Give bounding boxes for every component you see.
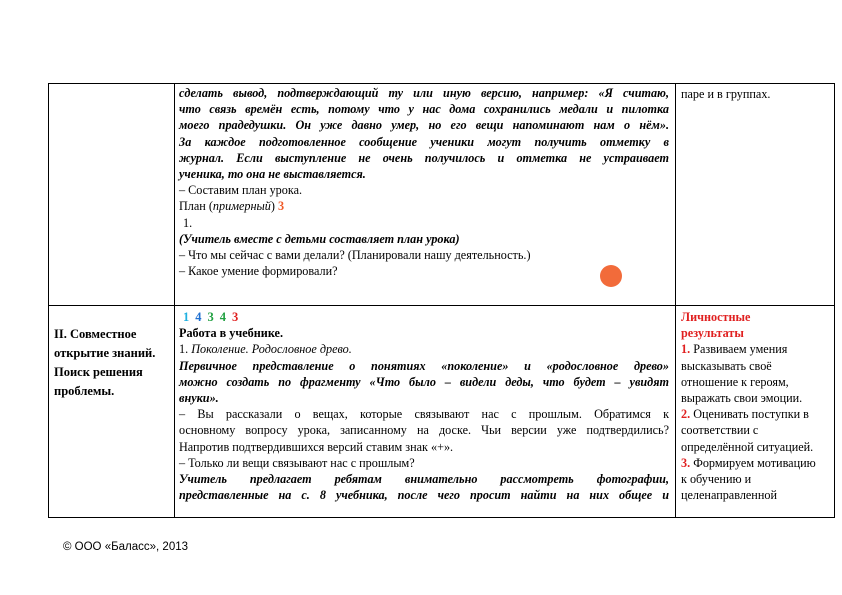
- result-num: 3.: [681, 455, 691, 470]
- body-line: основному вопросу урока, записанному на доске. Чьи версии уже подтвердились?: [179, 423, 669, 438]
- result-line: определённой ситуацией.: [681, 439, 814, 454]
- stage-label-line: Поиск решения: [54, 365, 143, 379]
- teacher-line: представленные на с. 8 учебника, после чего просит найти на них общее и: [179, 488, 669, 503]
- italic-line: внуки».: [179, 391, 219, 406]
- plan-number: 3: [278, 199, 285, 214]
- orange-circle-marker: [600, 265, 622, 287]
- step-number: 1: [183, 310, 190, 324]
- row1-line: моего прадедушки. Он уже давно умер, но его вещи напоминают нам о нём».: [179, 118, 669, 133]
- step-number: 3: [207, 310, 214, 324]
- result-num: 2.: [681, 407, 691, 422]
- row2-right-cell: [681, 309, 831, 503]
- step-number: 4: [219, 310, 226, 324]
- result-item: [681, 406, 831, 422]
- step-number: 3: [232, 310, 239, 324]
- italic-paragraph: [179, 358, 669, 407]
- italic-line: Первичное представление о понятиях «поколение» и «родословное древо»: [179, 358, 669, 373]
- teacher-note: (Учитель вместе с детьми составляет план урока): [179, 231, 460, 246]
- result-text: Оценивать поступки в: [690, 407, 809, 422]
- body-paragraph: [179, 406, 669, 455]
- col-border-1: [174, 83, 175, 518]
- col-border-2: [675, 83, 676, 518]
- result-item: [681, 341, 831, 357]
- table-bottom-border: [48, 517, 835, 518]
- row1-italic-block: [179, 85, 669, 182]
- body-line: – Вы рассказали о вещах, которые связывают нас с прошлым. Обратимся к: [179, 407, 669, 422]
- row1-right-text: паре и в группах.: [681, 87, 771, 101]
- section-heading: Работа в учебнике.: [179, 326, 283, 341]
- row1-right-cell: [681, 86, 831, 102]
- result-line: выражать свои эмоции.: [681, 391, 803, 406]
- col-border-right: [834, 83, 835, 518]
- results-title: Личностные: [681, 310, 751, 324]
- row2-middle-cell: [179, 309, 669, 503]
- plan-list-item: 1.: [183, 215, 193, 230]
- step-number: 4: [195, 310, 202, 324]
- result-line: целенаправленной: [681, 488, 777, 503]
- question-1: – Что мы сейчас с вами делали? (Планировали нашу деятельность.): [179, 248, 531, 263]
- row1-line: сделать вывод, подтверждающий ту или иную версию, например: «Я считаю,: [179, 86, 669, 100]
- row1-middle-cell: [179, 85, 669, 279]
- result-line: к обучению и: [681, 472, 752, 487]
- stage-label-line: II. Совместное: [54, 327, 137, 341]
- plan-label: План (: [179, 199, 213, 214]
- row1-line: За каждое подготовленное сообщение ученики могут получить отметку в: [179, 134, 669, 149]
- plan-label-close: ): [270, 199, 275, 214]
- teacher-line: Учитель предлагает ребятам внимательно рассмотреть фотографии,: [179, 472, 669, 487]
- plan-label-italic: примерный: [212, 199, 271, 214]
- question-2: – Какое умение формировали?: [179, 264, 338, 279]
- result-text: Развиваем умения: [690, 342, 788, 357]
- stage-label-line: открытие знаний.: [54, 346, 156, 360]
- stage-label-line: проблемы.: [54, 384, 115, 398]
- plan-item: – Составим план урока.: [179, 183, 303, 198]
- item-1-title: Поколение. Родословное древо.: [191, 342, 352, 357]
- italic-line: можно создать по фрагменту «Что было – видели деды, что будет – увидят: [179, 374, 669, 389]
- result-num: 1.: [681, 342, 691, 357]
- col-border-left: [48, 83, 49, 518]
- body-line: Напротив подтвердившихся версий ставим знак «+».: [179, 439, 454, 454]
- result-item: [681, 455, 831, 471]
- result-text: Формируем мотивацию: [690, 455, 816, 470]
- item-1-num: 1.: [179, 342, 189, 357]
- row1-line: ученика, то она не выставляется.: [179, 167, 366, 182]
- item-1: [179, 341, 669, 357]
- result-line: соответствии с: [681, 423, 759, 438]
- copyright-footer: © ООО «Баласс», 2013: [63, 541, 189, 553]
- question-line: – Только ли вещи связывают нас с прошлым?: [179, 455, 415, 470]
- row-divider: [48, 305, 835, 306]
- stage-label: [54, 325, 172, 401]
- table-top-border: [48, 83, 835, 84]
- row1-line: журнал. Если выступление не очень получилось и отметка не устраивает: [179, 150, 669, 165]
- result-line: высказывать своё: [681, 358, 772, 373]
- step-numbers: [179, 309, 669, 325]
- row1-line: что связь времён есть, потому что у нас дома сохранились медали и пилотка: [179, 102, 669, 117]
- plan-label-line: [179, 198, 669, 214]
- teacher-paragraph: [179, 471, 669, 503]
- result-line: отношение к героям,: [681, 374, 789, 389]
- results-title-2: результаты: [681, 326, 744, 341]
